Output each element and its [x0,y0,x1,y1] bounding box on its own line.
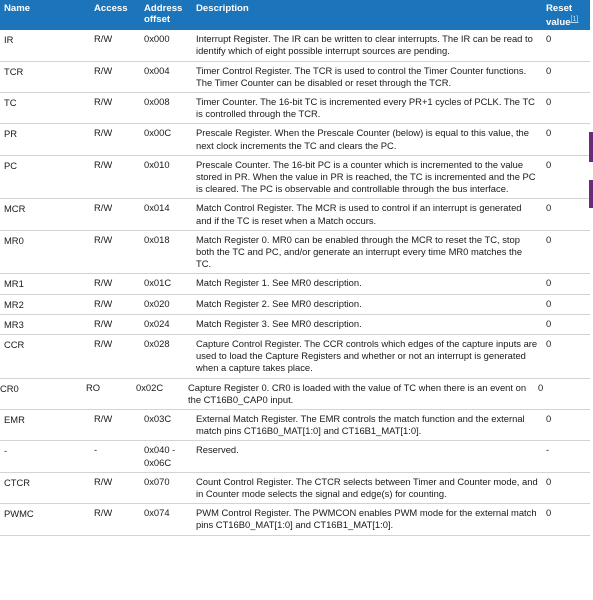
table-header-row [0,0,590,30]
reset-footnote-link[interactable]: [1] [570,16,579,23]
register-access: RO [82,378,132,409]
table-row [0,410,590,441]
side-scroll-marker-lower [589,180,593,208]
register-name: CCR [0,335,90,379]
register-offset: 0x020 [140,294,192,314]
table-row [0,472,590,503]
register-reset-value: 0 [542,230,590,274]
register-reset-value: 0 [542,199,590,230]
register-description: Reserved. [192,441,542,472]
register-reset-value: 0 [542,410,590,441]
register-name: MR1 [0,274,90,294]
register-name: EMR [0,410,90,441]
table-row [0,335,590,379]
register-name: TC [0,93,90,124]
register-name: MR2 [0,294,90,314]
register-reset-value: 0 [542,155,590,199]
table-row [0,93,590,124]
register-name: TCR [0,61,90,92]
register-access: R/W [90,124,140,155]
register-offset: 0x028 [140,335,192,379]
table-row [0,274,590,294]
register-description: Capture Control Register. The CCR controls which edges of the capture inputs are used to load the Capture Registers and whether or not an interrupt is generated when a capture takes place. [192,335,542,379]
register-name: CTCR [0,472,90,503]
side-scroll-marker [589,132,593,162]
header-description [192,0,542,30]
register-reset-value: 0 [534,378,582,409]
register-name: MR3 [0,314,90,334]
register-access: R/W [90,274,140,294]
header-name [0,0,90,30]
register-offset: 0x008 [140,93,192,124]
header-description-label: Description [196,3,249,14]
table-row [0,314,590,334]
table-row [0,30,590,61]
header-access [90,0,140,30]
table-row [0,378,590,409]
register-offset: 0x040 - 0x06C [140,441,192,472]
header-offset-line1: Address [144,3,183,14]
register-reset-value: 0 [542,314,590,334]
register-offset: 0x070 [140,472,192,503]
register-access: R/W [90,30,140,61]
register-reset-value: 0 [542,93,590,124]
header-reset [542,0,590,30]
header-reset-line1: Reset [546,3,573,14]
table-row [0,294,590,314]
register-offset: 0x010 [140,155,192,199]
header-access-label: Access [94,3,128,14]
table-row [0,199,590,230]
register-offset: 0x02C [132,378,184,409]
register-name: CR0 [0,378,86,409]
register-description: Prescale Register. When the Prescale Counter (below) is equal to this value, the next clock increments the TC and clears the PC. [192,124,542,155]
register-name: PC [0,155,90,199]
table-row [0,504,590,535]
table-row [0,230,590,274]
table-row [0,155,590,199]
register-offset: 0x01C [140,274,192,294]
register-access: R/W [90,230,140,274]
header-name-label: Name [4,3,31,14]
register-offset: 0x014 [140,199,192,230]
register-access: R/W [90,199,140,230]
table-row [0,61,590,92]
register-reset-value: 0 [542,472,590,503]
register-access: R/W [90,314,140,334]
register-description: External Match Register. The EMR controls the match function and the external match pins CT16B0_MAT[1:0] and CT16B1_MAT[1:0]. [192,410,542,441]
register-offset: 0x074 [140,504,192,535]
register-offset: 0x03C [140,410,192,441]
register-name: PR [0,124,90,155]
register-description: PWM Control Register. The PWMCON enables PWM mode for the external match pins CT16B0_MAT[1:0] and CT16B1_MAT[1:0]. [192,504,542,535]
register-reset-value: 0 [542,294,590,314]
header-offset-line2: offset [144,14,171,25]
register-description: Count Control Register. The CTCR selects between Timer and Counter mode, and in Counter mode selects the signal and edge(s) for counting. [192,472,542,503]
register-access: R/W [90,335,140,379]
register-description: Match Register 1. See MR0 description. [192,274,542,294]
register-description: Match Register 0. MR0 can be enabled through the MCR to reset the TC, stop both the TC and PC, and/or generate an interrupt every time MR0 matches the TC. [192,230,542,274]
register-access: R/W [90,93,140,124]
register-reset-value: - [542,441,590,472]
header-reset-line2: value [546,17,571,29]
register-reset-value: 0 [542,274,590,294]
header-offset [140,0,192,30]
register-access: R/W [90,504,140,535]
register-reset-value: 0 [542,124,590,155]
register-access: - [90,441,140,472]
register-description: Match Register 3. See MR0 description. [192,314,542,334]
register-description: Match Register 2. See MR0 description. [192,294,542,314]
register-name: MR0 [0,230,90,274]
register-offset: 0x004 [140,61,192,92]
register-offset: 0x024 [140,314,192,334]
table-row [0,124,590,155]
register-reset-value: 0 [542,61,590,92]
register-offset: 0x018 [140,230,192,274]
register-offset: 0x00C [140,124,192,155]
register-reset-value: 0 [542,335,590,379]
register-description: Timer Counter. The 16-bit TC is incremented every PR+1 cycles of PCLK. The TC is controlled through the TCR. [192,93,542,124]
register-access: R/W [90,61,140,92]
register-reset-value: 0 [542,30,590,61]
register-description: Timer Control Register. The TCR is used to control the Timer Counter functions. The Timer Counter can be disabled or reset through the TCR. [192,61,542,92]
register-reset-value: 0 [542,504,590,535]
register-name: MCR [0,199,90,230]
register-access: R/W [90,155,140,199]
register-description: Prescale Counter. The 16-bit PC is a counter which is incremented to the value stored in PR. When the value in PR is reached, the TC is incremented and the PC is cleared. The PC is observable and controllable through the bus interface. [192,155,542,199]
register-description: Interrupt Register. The IR can be written to clear interrupts. The IR can be read to identify which of eight possible interrupt sources are pending. [192,30,542,61]
register-access: R/W [90,410,140,441]
register-offset: 0x000 [140,30,192,61]
register-description: Capture Register 0. CR0 is loaded with the value of TC when there is an event on the CT16B0_CAP0 input. [184,378,534,409]
register-access: R/W [90,472,140,503]
register-name: IR [0,30,90,61]
register-name: PWMC [0,504,90,535]
table-row [0,441,590,472]
register-name: - [0,441,90,472]
register-description: Match Control Register. The MCR is used to control if an interrupt is generated and if the TC is reset when a Match occurs. [192,199,542,230]
register-access: R/W [90,294,140,314]
